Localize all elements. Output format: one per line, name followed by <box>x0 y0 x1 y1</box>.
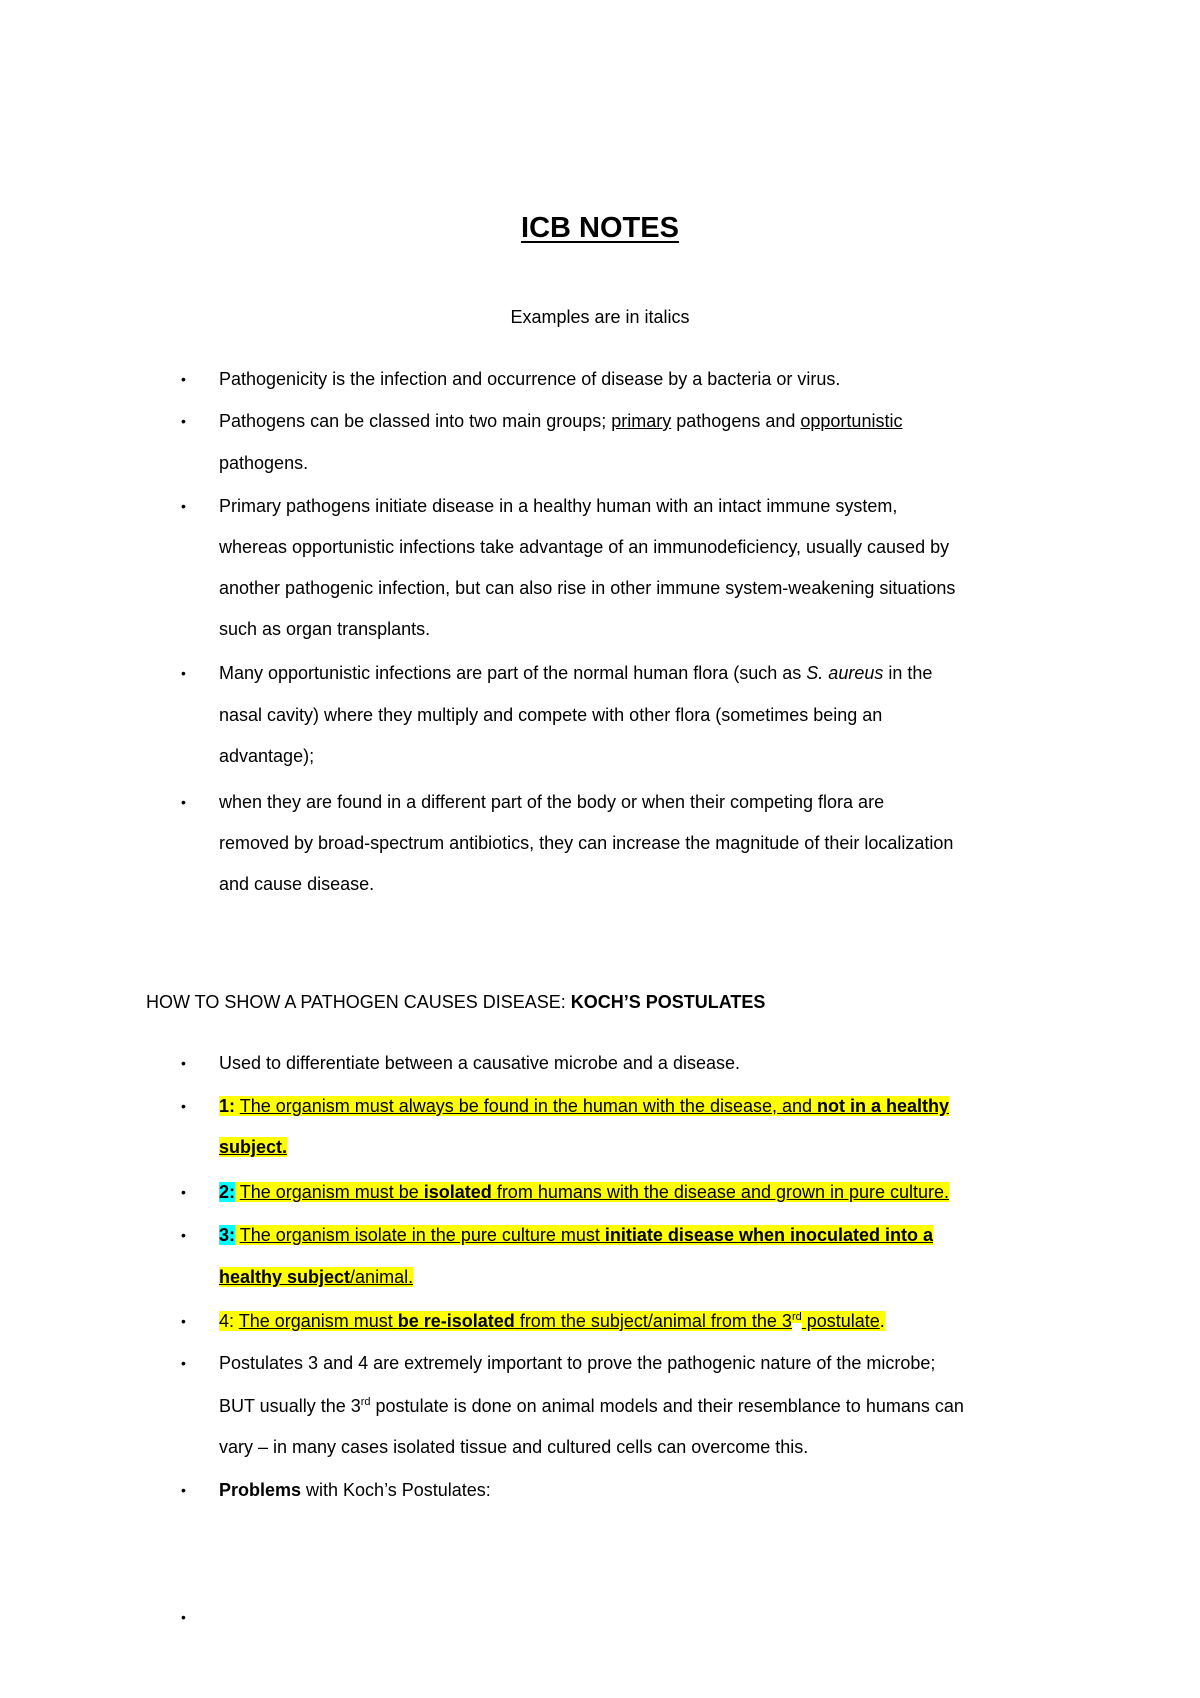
list-item-primary-l3: another pathogenic infection, but can also rise in other immune system-weakening situations <box>219 578 956 598</box>
list-item-competing-l1: when they are found in a different part of the body or when their competing flora are <box>219 792 885 812</box>
bullet-icon: • <box>181 794 186 810</box>
bullet-icon: • <box>181 1313 186 1329</box>
bullet-icon: • <box>181 1227 186 1243</box>
postulate-1-l1: 1: The organism must always be found in the human with the disease, and not in a healthy <box>219 1096 950 1116</box>
primary-term: primary <box>611 411 672 431</box>
postulate-number: 4: <box>219 1311 235 1331</box>
bullet-icon: • <box>181 413 186 429</box>
bullet-icon: • <box>181 1482 186 1498</box>
postulate-number: 1: <box>219 1096 236 1116</box>
list-item-postulates-note-l2: BUT usually the 3rd postulate is done on animal models and their resemblance to humans can <box>219 1396 964 1416</box>
bullet-icon: • <box>181 1055 186 1071</box>
list-item-problems: Problems with Koch’s Postulates: <box>219 1480 491 1500</box>
bullet-icon: • <box>181 1609 186 1625</box>
bullet-icon: • <box>181 371 186 387</box>
list-item-competing-l2: removed by broad-spectrum antibiotics, they can increase the magnitude of their localization <box>219 833 954 853</box>
list-item-flora-l2: nasal cavity) where they multiply and compete with other flora (sometimes being an <box>219 705 883 725</box>
bullet-icon: • <box>181 665 186 681</box>
bullet-icon: • <box>181 1184 186 1200</box>
postulate-1-l2: subject. <box>219 1137 288 1157</box>
list-item-competing-l3: and cause disease. <box>219 874 375 894</box>
postulate-2: 2: The organism must be isolated from humans with the disease and grown in pure culture. <box>219 1182 950 1202</box>
list-item-differentiate: Used to differentiate between a causative microbe and a disease. <box>219 1053 740 1073</box>
list-item-postulates-note-l1: Postulates 3 and 4 are extremely important to prove the pathogenic nature of the microbe; <box>219 1353 936 1373</box>
list-item-primary-l2: whereas opportunistic infections take advantage of an immunodeficiency, usually caused by <box>219 537 950 557</box>
page-subtitle: Examples are in italics <box>510 307 690 327</box>
postulate-4: 4: The organism must be re-isolated from the subject/animal from the 3rd postulate. <box>219 1311 885 1331</box>
section-heading-koch: HOW TO SHOW A PATHOGEN CAUSES DISEASE: KOCH’S POSTULATES <box>146 992 766 1012</box>
postulate-3-l2: healthy subject/animal. <box>219 1267 414 1287</box>
list-item-pathogen-groups-cont: pathogens. <box>219 453 309 473</box>
example-italic: S. aureus <box>806 663 884 683</box>
bullet-icon: • <box>181 498 186 514</box>
list-item-primary-l4: such as organ transplants. <box>219 619 431 639</box>
list-item-pathogen-groups: Pathogens can be classed into two main groups; primary pathogens and opportunistic <box>219 411 903 431</box>
list-item-pathogenicity: Pathogenicity is the infection and occurrence of disease by a bacteria or virus. <box>219 369 841 389</box>
postulate-number: 3: <box>219 1225 236 1245</box>
list-item-flora-l3: advantage); <box>219 746 315 766</box>
bullet-icon: • <box>181 1355 186 1371</box>
bullet-icon: • <box>181 1098 186 1114</box>
postulate-3-l1: 3: The organism isolate in the pure culture must initiate disease when inoculated into a <box>219 1225 933 1245</box>
postulate-number: 2: <box>219 1182 236 1202</box>
list-item-postulates-note-l3: vary – in many cases isolated tissue and cultured cells can overcome this. <box>219 1437 809 1457</box>
list-item-primary-l1: Primary pathogens initiate disease in a healthy human with an intact immune system, <box>219 496 898 516</box>
opportunistic-term: opportunistic <box>800 411 903 431</box>
page-title: ICB NOTES <box>521 212 679 244</box>
list-item-flora-l1: Many opportunistic infections are part of the normal human flora (such as S. aureus in the <box>219 663 933 683</box>
